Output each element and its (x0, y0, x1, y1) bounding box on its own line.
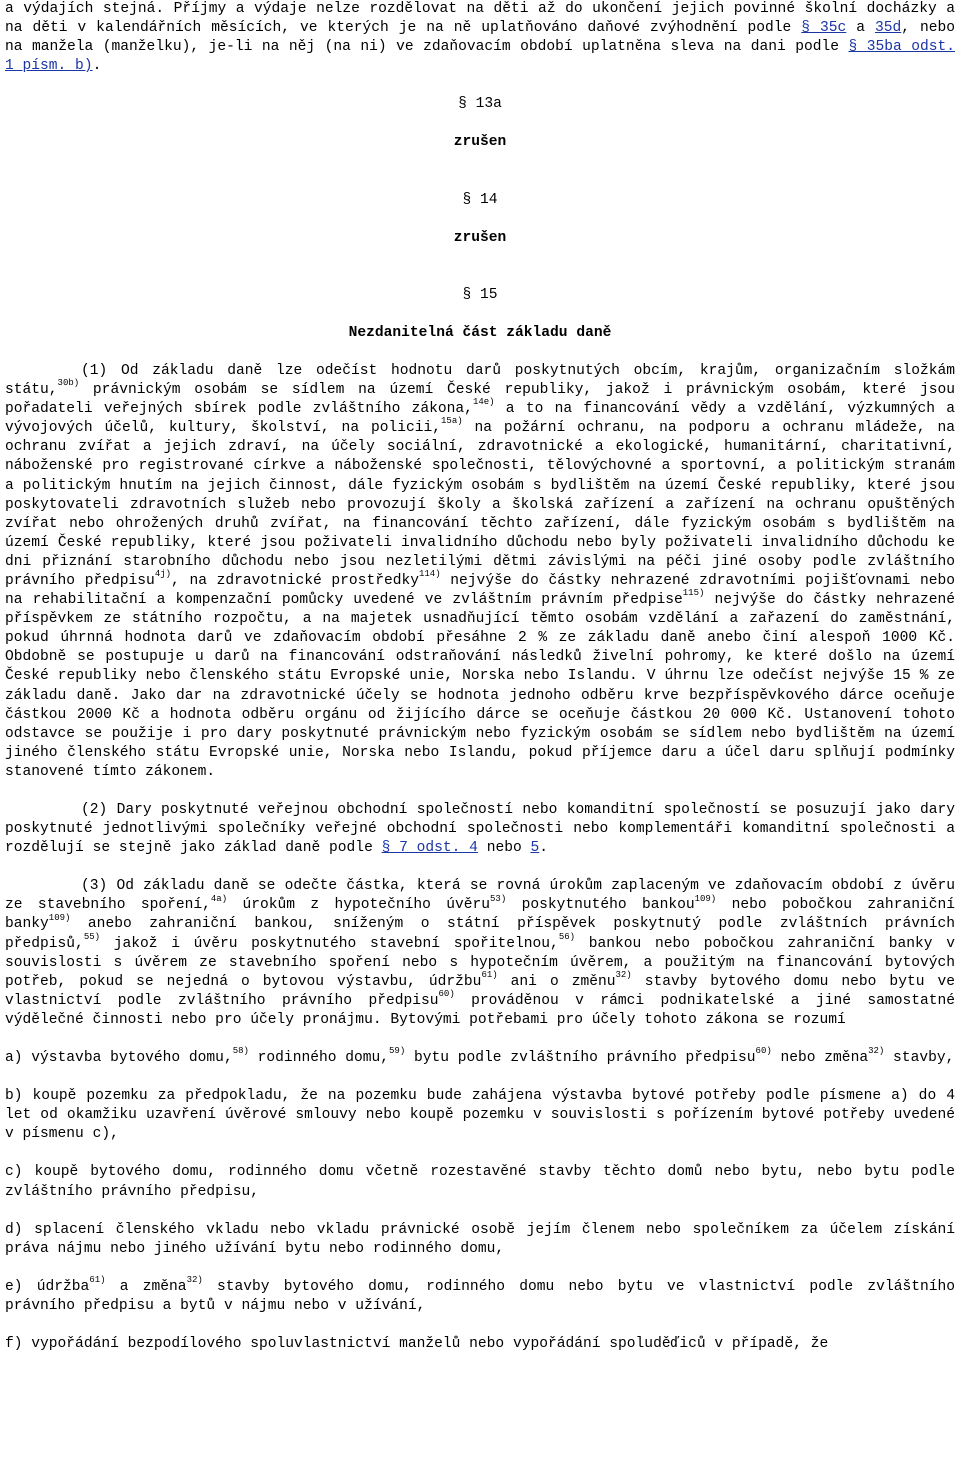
text: anebo zahraniční bankou, sníženým o státní příspěvek poskytnutý podle zvláštních právních předpisů, (5, 916, 955, 952)
link-35ba[interactable]: § 35ba odst. 1 písm. b) (5, 39, 955, 75)
text: (1) Od základu daně lze odečíst hodnotu darů poskytnutých obcím, krajům, organizačním složkám státu, (5, 362, 955, 399)
paragraph-15-1 (5, 362, 955, 782)
footnote-ref: 53) (490, 893, 507, 904)
link-7-odst-4[interactable]: § 7 odst. 4 (381, 840, 478, 857)
footnote-ref: 58) (232, 1046, 249, 1057)
text: právnickým osobám se sídlem na území České republiky, jakož i právnickým osobám, které jsou pořadateli veřejných sbírek podle zvláštního zákona, (5, 382, 955, 418)
footnote-ref: 4j) (154, 569, 172, 580)
text: a to na financování vědy a vzdělání, výzkumných a vývojových účelů, kultury, školství, na policii, (5, 401, 955, 437)
text: úrokům z hypotečního úvěru (227, 897, 491, 914)
footnote-ref: 56) (558, 931, 576, 942)
text: nejvýše do částky nehrazené zdravotními pojišťovnami nebo na rehabilitační a kompenzační pomůcky uvedené ve zvláštním právním předpise (5, 572, 955, 609)
text: rodinného domu, (248, 1050, 390, 1067)
text: poskytnutého bankou (506, 897, 695, 914)
list-item-a (5, 1046, 955, 1068)
text: a změna (105, 1278, 187, 1295)
footnote-ref: 61) (89, 1274, 106, 1285)
link-35d[interactable]: 35d (874, 20, 902, 37)
footnote-ref: 30b) (57, 378, 80, 389)
text: nebo změna (771, 1050, 869, 1067)
text: stavby bytového domu, rodinného domu nebo bytu ve vlastnictví podle zvláštního právního předpisu a bytů v nájmu nebo v užívání, (5, 1278, 955, 1314)
text: prováděnou v rámci podnikatelské a jiné samostatné výdělečné činnosti nebo pro účely pronájmu. Bytovými potřebami pro účely tohoto zákona se rozumí (5, 992, 955, 1028)
list-item-d: d) splacení členského vkladu nebo vkladu právnické osobě jejím členem nebo společníkem za účelem získání práva nájmu nebo jiného užívání bytu nebo rodinného domu, (5, 1221, 955, 1257)
footnote-ref: 32) (868, 1046, 885, 1057)
text: stavby bytového domu nebo bytu ve vlastnictví podle zvláštního právního předpisu (5, 973, 955, 1009)
section-15-title: Nezdanitelná část základu daně (348, 324, 612, 341)
text: nebo pobočkou zahraniční banky (5, 897, 955, 933)
text: jakož i úvěru poskytnutého stavební spořitelnou, (100, 935, 559, 952)
footnote-ref: 60) (438, 988, 455, 999)
footnote-ref: 32) (615, 969, 632, 980)
text: nebo (477, 840, 531, 857)
footnote-ref: 14e) (472, 397, 495, 408)
footnote-ref: 109) (694, 893, 717, 904)
footnote-ref: 55) (83, 931, 101, 942)
text: . (92, 58, 102, 75)
footnote-ref: 32) (186, 1274, 203, 1285)
footnote-ref: 60) (755, 1046, 772, 1057)
text: nejvýše do částky nehrazené příspěvkem ze státního rozpočtu, a na majetek usnadňující těmto osobám vzdělání a zařazení do zaměstnání, pokud úhrnná hodnota darů ve zdaňovacím období přesáhne 2 % ze základu daně anebo činí alespoň 1000 Kč. Obdobně se postupuje u darů na financování odstraňování následků živelní pohromy, ke které došlo na území České republiky nebo členského státu Evropské unie, Norska nebo Islandu. V úhrnu lze odečíst nejvýše 15 % ze základu daně. Jako dar na zdravotnické účely se hodnota jednoho odběru krve bezpříspěvkového dárce oceňuje částkou 2000 Kč a hodnota odběru orgánu od žijícího dárce se oceňuje částkou 20 000 Kč. Ustanovení tohoto odstavce se použije i pro dary poskytnuté právnickým nebo fyzickým osobám se sídlem nebo bydlištěm na území jiného členského státu Evropské unie, Norska nebo Islandu, pokud příjemce daru a účel daru splňují podmínky stanovené tímto zákonem. (5, 592, 955, 780)
list-item-f: f) vypořádání bezpodílového spoluvlastnictví manželů nebo vypořádání spoluděďiců v případě, že (5, 1335, 829, 1352)
text: . (539, 840, 549, 857)
link-5[interactable]: 5 (530, 840, 540, 857)
paragraph-15-2 (5, 801, 955, 858)
section-14-status: zrušen (453, 229, 507, 246)
footnote-ref: 109) (48, 912, 71, 923)
footnote-ref: 15a) (441, 416, 463, 427)
footnote-ref: 59) (389, 1046, 406, 1057)
intro-paragraph (5, 0, 955, 76)
text: bankou nebo pobočkou zahraniční banky v souvislosti s úvěrem ze stavebního spoření nebo s hypotečním úvěrem, a použitým na financování bytových potřeb, pokud se nejedná o bytovou výstavbu, údržbu (5, 935, 955, 990)
text: bytu podle zvláštního právního předpisu (405, 1050, 756, 1067)
text: ani o změnu (497, 973, 616, 990)
text: a výdajích stejná. Příjmy a výdaje nelze rozdělovat na děti až do ukončení jejich povinné školní docházky a na děti v kalendářních měsících, ve kterých je na ně uplatňováno daňové zvýhodnění podle (5, 1, 955, 37)
list-item-b: b) koupě pozemku za předpokladu, že na pozemku bude zahájena výstavba bytové potřeby podle písmene a) do 4 let od okamžiku uzavření úvěrové smlouvy nebo koupě pozemku v souvislosti s pořízením bytové potřeby uvedené v písmenu c), (5, 1088, 955, 1143)
text: a) výstavba bytového domu, (5, 1050, 233, 1067)
text: (2) Dary poskytnuté veřejnou obchodní společností nebo komanditní společností se posuzují jako dary poskytnuté jednotlivými společníky veřejné obchodní společnosti nebo komplementáři komanditní společnosti a rozdělují se stejně jako základ daně podle (5, 802, 955, 857)
text: e) údržba (5, 1278, 90, 1295)
list-item-e (5, 1274, 955, 1316)
text: , na zdravotnické prostředky (171, 572, 419, 589)
link-35c[interactable]: § 35c (801, 20, 847, 37)
text: na požární ochranu, na podporu a ochranu mládeže, na ochranu zvířat a jejich zdraví, na účely sociální, zdravotnické a ekologické, humanitární, charitativní, náboženské pro registrované církve a náboženské společnosti, tělovýchovné a sportovní, a politickým stranám a politickým hnutím na jejich činnost, dále fyzickým osobám s bydlištěm na území České republiky, které jsou poskytovateli zdravotních služeb nebo provozují školy a školská zařízení a zařízení na ochranu opuštěných zvířat nebo ohrožených druhů zvířat, na financování těchto zařízení, dále fyzickým osobám s bydlištěm na území České republiky, které jsou poživateli invalidního důchodu nebo byly poživateli invalidního důchodu ke dni přiznání starobního důchodu nebo jsou nezletilými dětmi závislými na péči jiné osoby podle zvláštního právního předpisu (5, 420, 955, 589)
footnote-ref: 115) (682, 588, 705, 599)
paragraph-15-3 (5, 877, 955, 1030)
footnote-ref: 4a) (210, 893, 228, 904)
section-15-number: § 15 (462, 286, 498, 303)
text: stavby, (884, 1050, 955, 1067)
text: a (846, 20, 875, 37)
footnote-ref: 114) (419, 569, 441, 580)
section-14-number: § 14 (462, 191, 498, 208)
text: , nebo na manžela (manželku), je-li na něj (na ni) ve zdaňovacím období uplatněna sleva na dani podle (5, 20, 955, 56)
text: (3) Od základu daně se odečte částka, která se rovná úrokům zaplaceným ve zdaňovacím období z úvěru ze stavebního spoření, (5, 878, 955, 914)
section-13a-number: § 13a (458, 96, 502, 113)
list-item-c: c) koupě bytového domu, rodinného domu včetně rozestavěné stavby těchto domů nebo bytu, nebo bytu podle zvláštního právního předpisu, (5, 1164, 955, 1200)
footnote-ref: 61) (481, 969, 498, 980)
section-13a-status: zrušen (453, 134, 507, 151)
